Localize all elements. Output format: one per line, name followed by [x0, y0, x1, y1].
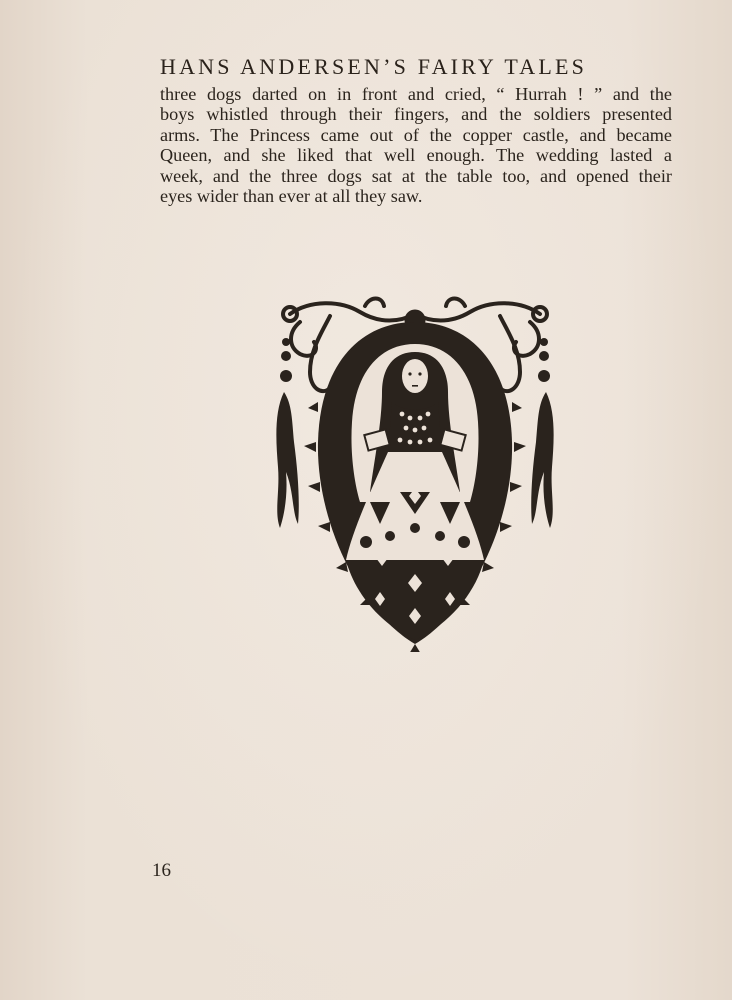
text-line: week, and the three dogs sat at the table too, and opened their	[160, 165, 672, 186]
body-paragraph	[160, 84, 672, 206]
text-line: Queen, and she liked that well enough. The wedding lasted a	[160, 145, 672, 166]
text-line: three dogs darted on in front and cried, “ Hurrah ! ” and the	[160, 84, 672, 104]
page-number: 16	[152, 860, 171, 881]
text-line: boys whistled through their fingers, and the soldiers presented	[160, 104, 672, 125]
bodice-pattern	[388, 402, 442, 452]
text-line: eyes wider than ever at all they saw.	[160, 186, 423, 207]
lower-skirt	[346, 560, 484, 640]
princess-vignette-illustration	[270, 292, 560, 652]
running-title: HANS ANDERSEN’S FAIRY TALES	[160, 54, 588, 79]
princess-face	[402, 359, 428, 393]
text-line: arms. The Princess came out of the copper castle, and became	[160, 124, 672, 145]
